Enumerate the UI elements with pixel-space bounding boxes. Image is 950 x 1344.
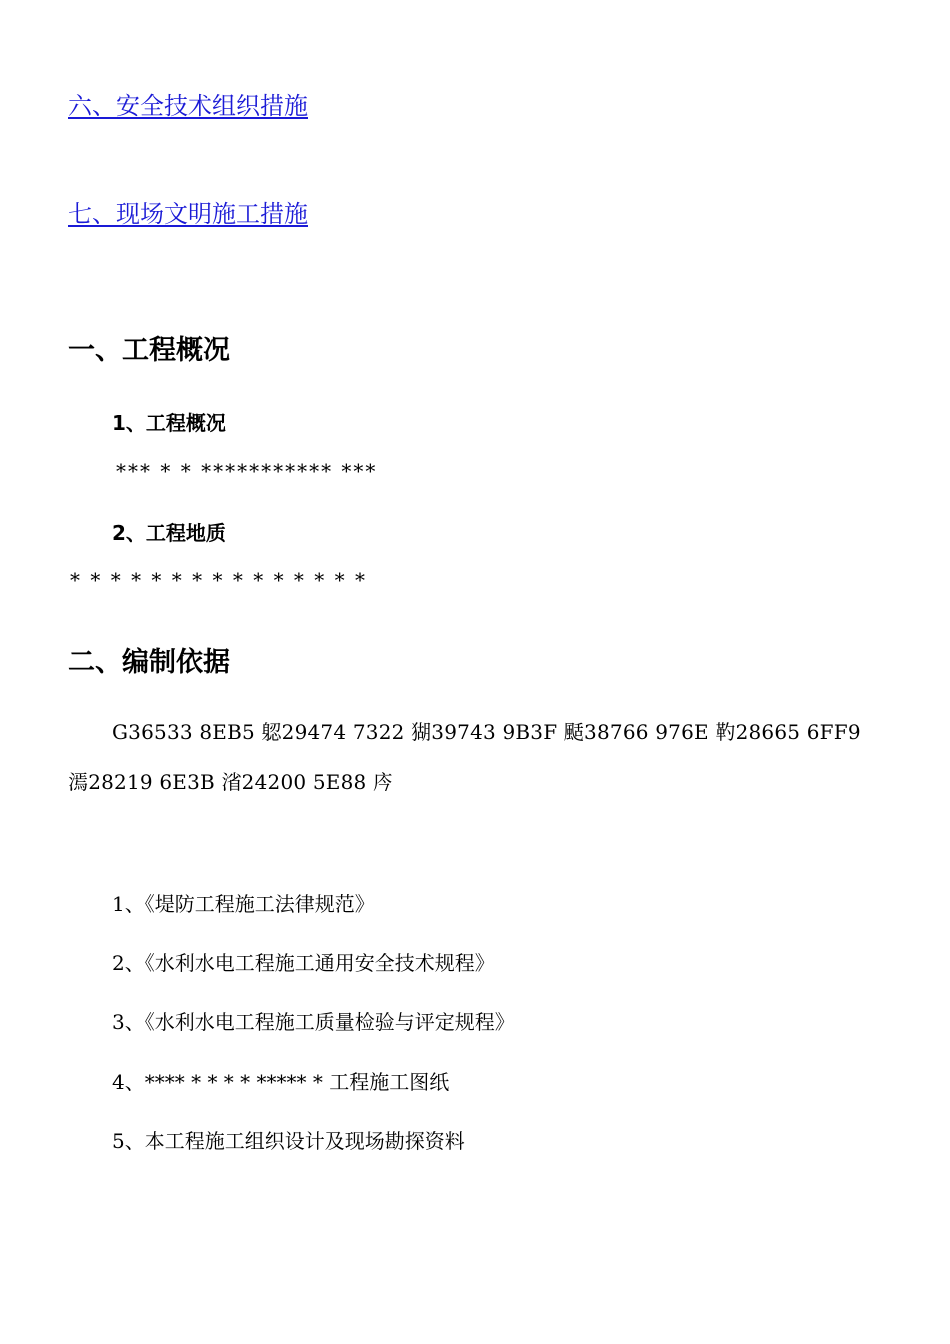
list-item: 5、本工程施工组织设计及现场勘探资料: [112, 1129, 465, 1153]
subheading-project-overview: 1、工程概况: [112, 411, 226, 435]
toc-link-safety-measures[interactable]: 六、安全技术组织措施: [68, 92, 308, 120]
project-overview-text: *** * * *********** ***: [116, 459, 378, 483]
list-item: 1、《堤防工程施工法律规范》: [112, 892, 375, 916]
geology-text: * * * * * * * * * * * * * * *: [70, 568, 368, 592]
list-item: 2、《水利水电工程施工通用安全技术规程》: [112, 951, 495, 975]
list-item: 3、《水利水电工程施工质量检验与评定规程》: [112, 1010, 515, 1034]
basis-paragraph: G36533 8EB5 躵29474 7322 猢39743 9B3F 颳38766 976E 靮28665 6FF9 漹28219 6E3B 渻24200 5E88 庈: [68, 720, 861, 794]
toc-link-civilized-construction[interactable]: 七、现场文明施工措施: [68, 200, 308, 228]
list-item: 4、**** * * * * ***** * 工程施工图纸: [112, 1070, 450, 1094]
subheading-geology: 2、工程地质: [112, 521, 226, 545]
section-heading-basis: 二、编制依据: [68, 647, 230, 678]
section-heading-project-overview: 一、工程概况: [68, 335, 230, 366]
